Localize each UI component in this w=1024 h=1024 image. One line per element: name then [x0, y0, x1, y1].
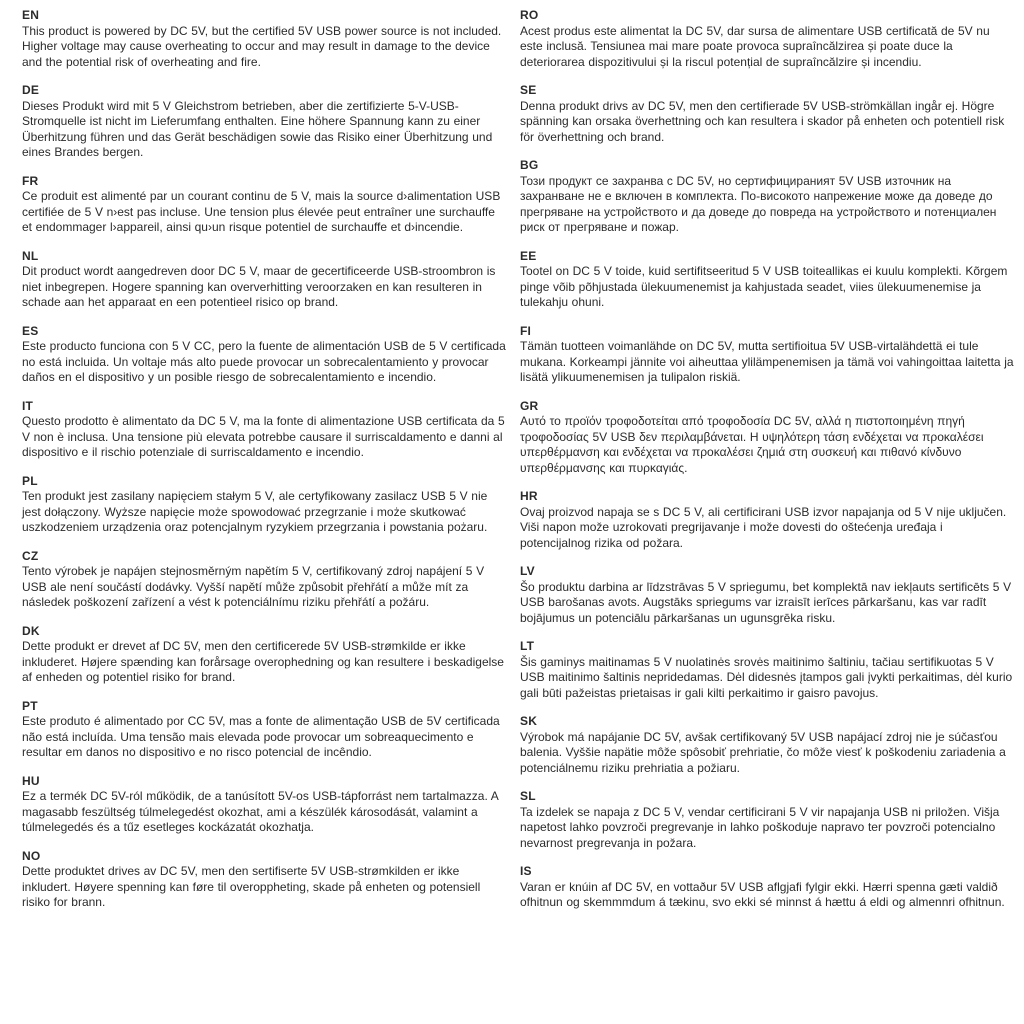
warning-text: Výrobok má napájanie DC 5V, avšak certifikovaný 5V USB napájací zdroj nie je súčasťou balenia. Vyššie napätie môže spôsobiť prehriatie, čo môže viesť k poškodeniu zariadenia a potenciálnemu riziku prehriatia a požiaru.	[520, 729, 1006, 775]
language-code-label: ES	[22, 323, 39, 338]
warning-text: Ten produkt jest zasilany napięciem stałym 5 V, ale certyfikowany zasilacz USB 5 V nie jest dołączony. Wyższe napięcie może spowodować przegrzanie i może skutkować uszkodzeniem urządzenia oraz potencjalnym ryzykiem przegrzania i powstania pożaru.	[22, 489, 488, 534]
language-section-ee	[520, 249, 1014, 311]
language-code-label: SL	[520, 789, 536, 803]
language-section-pl	[22, 474, 506, 536]
warning-text: Tämän tuotteen voimanlähde on DC 5V, mutta sertifioitua 5V USB-virtalähdettä ei tule mukana. Korkeampi jännite voi aiheuttaa ylilämpenemisen ja tämä voi vahingoittaa laitetta ja lisätä ylikuumenemisen ja tulipalon riskiä.	[520, 339, 1014, 384]
left-column	[22, 8, 506, 1024]
warning-text: Αυτό το προϊόν τροφοδοτείται από τροφοδοσία DC 5V, αλλά η πιστοποιημένη πηγή τροφοδοσίας 5V USB δεν περιλαμβάνεται. Η υψηλότερη τάση ενδέχεται να προκαλέσει υπερθέρμανση και ενδέχεται να προκαλέσει ζημιά στη συσκευή και πιθανό κίνδυνο υπερθέρμανσης και πυρκαγιάς.	[520, 414, 984, 475]
warning-text: Ez a termék DC 5V-ról működik, de a tanúsított 5V-os USB-tápforrást nem tartalmazza. A magasabb feszültség túlmelegedést okozhat, ami a készülék károsodását, valamint a túlmelegedés és a tűz esetleges kockázatát okozhatja.	[22, 789, 499, 834]
language-code-label: HU	[22, 773, 40, 788]
language-code-label: BG	[520, 158, 539, 172]
language-code-label: GR	[520, 398, 539, 413]
language-code-label: EN	[22, 8, 40, 22]
language-section-fi	[520, 324, 1014, 386]
language-section-es	[22, 324, 506, 386]
language-code-label: NL	[22, 248, 39, 263]
language-code-label: DK	[22, 623, 40, 638]
language-code-label: FI	[520, 323, 532, 338]
language-section-lt	[520, 639, 1014, 701]
language-section-en	[22, 8, 506, 70]
language-section-gr	[520, 399, 1014, 477]
warning-text: This product is powered by DC 5V, but the certified 5V USB power source is not included. Higher voltage may cause overheating to occur and may result in damage to the device and the potential risk of overheating and fire.	[22, 23, 502, 69]
language-section-ro	[520, 8, 1014, 70]
language-code-label: DE	[22, 83, 40, 97]
language-section-no	[22, 849, 506, 911]
warning-text: Denna produkt drivs av DC 5V, men den certifierade 5V USB-strömkällan ingår ej. Högre spänning kan orsaka överhettning och kan resultera i skador på enheten och potentiell risk för överhettning och brand.	[520, 98, 1005, 144]
language-code-label: HR	[520, 489, 538, 503]
language-code-label: RO	[520, 8, 539, 22]
warning-text: Questo prodotto è alimentato da DC 5 V, ma la fonte di alimentazione USB certificata da 5 V non è inclusa. Una tensione più elevata potrebbe causare il surriscaldamento e danni al dispositivo e il rischio potenziale di surriscaldamento e incendio.	[22, 414, 505, 459]
right-column	[520, 8, 1014, 1024]
language-code-label: IT	[22, 398, 34, 413]
warning-text: Este produto é alimentado por CC 5V, mas a fonte de alimentação USB de 5V certificada não está incluída. Uma tensão mais elevada pode provocar um sobreaquecimento e resultar em danos no dispositivo e no risco potencial de incêndio.	[22, 714, 500, 759]
warning-text: Dieses Produkt wird mit 5 V Gleichstrom betrieben, aber die zertifizierte 5-V-USB-Stromquelle ist nicht im Lieferumfang enthalten. Eine höhere Spannung kann zu einer Überhitzung führen und das Gerät beschädigen sowie das Risiko einer Überhitzung und eines Brandes bergen.	[22, 98, 493, 159]
warning-text: Dette produkt er drevet af DC 5V, men den certificerede 5V USB-strømkilde er ikke inkluderet. Højere spænding kan forårsage overophedning og kan resultere i beskadigelse af enheden og potentiel risiko for brand.	[22, 639, 504, 684]
language-section-hr	[520, 489, 1014, 551]
warning-text: Ovaj proizvod napaja se s DC 5 V, ali certificirani USB izvor napajanja od 5 V nije uključen. Viši napon može uzrokovati pregrijavanje i može dovesti do oštećenja uređaja i potencijalnog rizika od požara.	[520, 504, 1007, 550]
language-section-fr	[22, 174, 506, 236]
language-section-bg	[520, 158, 1014, 236]
language-code-label: SE	[520, 83, 537, 97]
warning-text: Tento výrobek je napájen stejnosměrným napětím 5 V, certifikovaný zdroj napájení 5 V USB ale není součástí dodávky. Vyšší napětí může způsobit přehřátí a může mít za následek poškození zařízení a vést k potenciálnímu riziku přehřátí a požáru.	[22, 564, 485, 609]
warning-text: Tootel on DC 5 V toide, kuid sertifitseeritud 5 V USB toiteallikas ei kuulu komplekti. Kõrgem pinge võib põhjustada ülekuumenemist ja kahjustada seadet, viies ülekuumenemise ja tulekahju ohuni.	[520, 264, 1008, 309]
language-code-label: LT	[520, 639, 535, 653]
language-section-pt	[22, 699, 506, 761]
language-section-it	[22, 399, 506, 461]
warning-text: Este producto funciona con 5 V CC, pero la fuente de alimentación USB de 5 V certificada no está incluida. Un voltaje más alto puede provocar un sobrecalentamiento y provocar daños en el dispositivo y un posible riesgo de sobrecalentamiento e incendio.	[22, 339, 506, 384]
language-code-label: IS	[520, 864, 532, 878]
language-code-label: FR	[22, 173, 39, 188]
warning-text: Ce produit est alimenté par un courant continu de 5 V, mais la source d›alimentation USB certifiée de 5 V n›est pas incluse. Une tension plus élevée peut entraîner une surchauffe et endommager l›appareil, ainsi qu›un risque potentiel de surchauffe et d›incendie.	[22, 189, 501, 234]
warning-text: Šo produktu darbina ar līdzstrāvas 5 V spriegumu, bet komplektā nav iekļauts sertificēts 5 V USB barošanas avots. Augstāks spriegums var izraisīt ierīces pārkaršanu, kas var radīt bojājumus un potenciālu pārkaršanas un ugunsgrēka risku.	[520, 579, 1012, 625]
warning-text: Šis gaminys maitinamas 5 V nuolatinės srovės maitinimo šaltiniu, tačiau sertifikuotas 5 V USB maitinimo šaltinis nepridedamas. Dėl didesnės įtampos gali įvykti perkaitimas, dėl kurio gali būti pažeistas prietaisas ir gali kilti perkaitimo ir gaisro pavojus.	[520, 654, 1013, 700]
warning-text: Acest produs este alimentat la DC 5V, dar sursa de alimentare USB certificată de 5V nu este inclusă. Tensiunea mai mare poate provoca supraîncălzirea și poate duce la deteriorarea dispozitivului și la riscul potențial de supraîncălzire și incendiu.	[520, 23, 990, 69]
language-section-se	[520, 83, 1014, 145]
language-code-label: EE	[520, 248, 537, 263]
language-code-label: PT	[22, 698, 38, 713]
language-code-label: LV	[520, 564, 535, 578]
warning-text: Ta izdelek se napaja z DC 5 V, vendar certificirani 5 V vir napajanja USB ni priložen. Višja napetost lahko povzroči pregrevanje in lahko poškoduje napravo ter povzroči potencialno nevarnost pregrevanja in požara.	[520, 804, 1000, 850]
warning-text: Dit product wordt aangedreven door DC 5 V, maar de gecertificeerde USB-stroombron is niet inbegrepen. Hogere spanning kan oververhitting veroorzaken en kan resulteren in schade aan het apparaat en een potentieel risico op brand.	[22, 264, 496, 309]
language-section-dk	[22, 624, 506, 686]
language-code-label: SK	[520, 714, 538, 728]
warning-text: Varan er knúin af DC 5V, en vottaður 5V USB aflgjafi fylgir ekki. Hærri spenna gæti valdið ofhitnun og skemmmdum á tækinu, svo ekki sé minnst á hættu á eldi og almennri ofhitnun.	[520, 879, 1005, 909]
language-section-nl	[22, 249, 506, 311]
language-code-label: CZ	[22, 548, 39, 563]
language-section-de	[22, 83, 506, 161]
warning-text: Този продукт се захранва с DC 5V, но сертифицираният 5V USB източник на захранване не е включен в комплекта. По-високото напрежение може да доведе до прегряване на устройството и да доведе до повреда на устройството и потенциален риск от прегряване и пожар.	[520, 173, 997, 234]
language-section-lv	[520, 564, 1014, 626]
language-section-sk	[520, 714, 1014, 776]
language-code-label: PL	[22, 473, 38, 488]
language-section-cz	[22, 549, 506, 611]
language-code-label: NO	[22, 848, 41, 863]
language-section-hu	[22, 774, 506, 836]
language-section-sl	[520, 789, 1014, 851]
language-section-is	[520, 864, 1014, 911]
warning-text: Dette produktet drives av DC 5V, men den sertifiserte 5V USB-strømkilden er ikke inkludert. Høyere spenning kan føre til overoppheting, skade på enheten og potensiell risiko for brann.	[22, 864, 481, 909]
